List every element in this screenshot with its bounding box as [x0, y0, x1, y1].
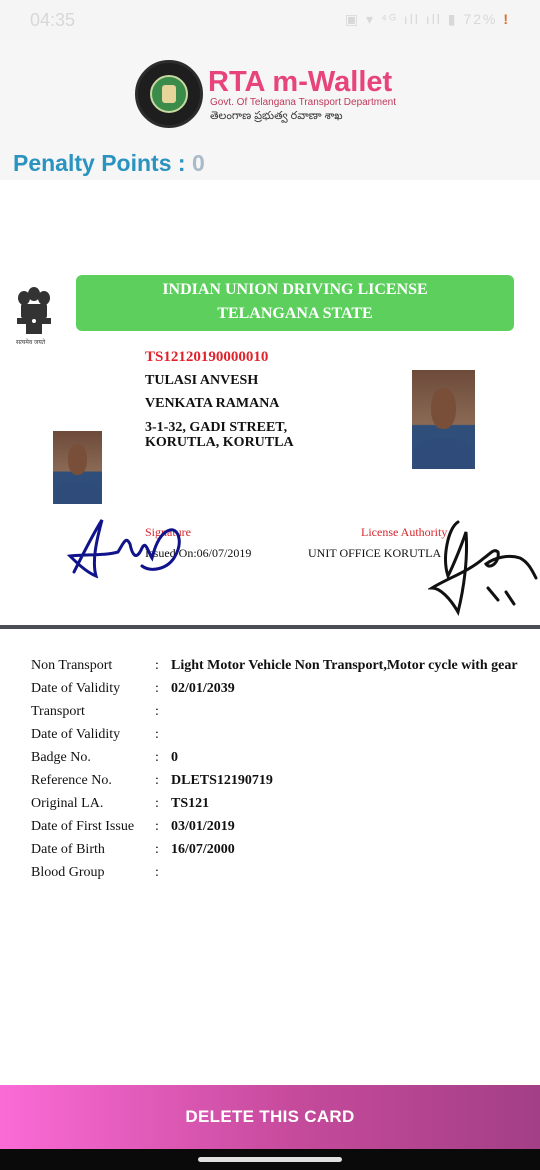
- banner-state: TELANGANA STATE: [217, 305, 373, 322]
- issuing-office: UNIT OFFICE KORUTLA: [308, 546, 442, 560]
- detail-label: Transport: [31, 704, 85, 719]
- card-divider: [0, 625, 540, 629]
- holder-signature: [66, 512, 188, 584]
- detail-row: [31, 750, 521, 766]
- detail-label: Date of Validity: [31, 727, 121, 742]
- status-icons: [345, 11, 510, 28]
- delete-card-button[interactable]: DELETE THIS CARD: [0, 1085, 540, 1149]
- detail-separator: :: [155, 819, 159, 834]
- detail-row: [31, 704, 521, 720]
- authority-signature: [428, 518, 540, 618]
- detail-row: [31, 727, 521, 743]
- alert-icon: !: [503, 11, 510, 27]
- license-number: TS12120190000010: [145, 349, 269, 365]
- detail-label: Badge No.: [31, 750, 91, 765]
- signature-label: Signature: [145, 525, 191, 539]
- detail-row: [31, 796, 521, 812]
- authority-label: License Authority: [361, 525, 448, 539]
- detail-label: Date of Validity: [31, 681, 121, 696]
- detail-label: Original LA.: [31, 796, 104, 811]
- status-bar: [0, 0, 540, 40]
- detail-separator: :: [155, 681, 159, 696]
- status-time: 04:35: [30, 10, 76, 30]
- home-gesture-handle[interactable]: [198, 1157, 342, 1162]
- detail-row: [31, 865, 521, 881]
- status-signal-icons: ▣ ▾ ⁴ᴳ ıll ıll ▮: [344, 11, 458, 27]
- detail-row: [31, 842, 521, 858]
- app-subtitle: Govt. Of Telangana Transport Department: [210, 97, 397, 108]
- detail-separator: :: [155, 727, 159, 742]
- holder-photo: [412, 370, 475, 469]
- app-header: [0, 40, 540, 180]
- detail-value: 03/01/2019: [171, 819, 235, 834]
- detail-label: Reference No.: [31, 773, 112, 788]
- app-subtitle-telugu: తెలంగాణ ప్రభుత్వ రవాణా శాఖ: [210, 110, 343, 122]
- penalty-points: [13, 150, 205, 177]
- detail-separator: :: [155, 704, 159, 719]
- rta-logo-icon: [135, 60, 203, 128]
- detail-value: TS121: [171, 796, 210, 811]
- detail-separator: :: [155, 773, 159, 788]
- driving-license-card: [0, 180, 540, 625]
- detail-label: Blood Group: [31, 865, 105, 880]
- father-name: VENKATA RAMANA: [145, 396, 280, 411]
- detail-row: [31, 773, 521, 789]
- detail-value: 16/07/2000: [171, 842, 235, 857]
- penalty-label: Penalty Points :: [13, 150, 186, 176]
- detail-value: Light Motor Vehicle Non Transport,Motor cycle with gear: [171, 658, 518, 673]
- penalty-value: 0: [191, 150, 205, 176]
- detail-row: [31, 819, 521, 835]
- license-banner: [76, 275, 514, 331]
- detail-label: Date of First Issue: [31, 819, 135, 834]
- address-line-1: 3-1-32, GADI STREET,: [145, 420, 288, 435]
- address-line-2: KORUTLA, KORUTLA: [145, 435, 294, 450]
- national-emblem-icon: [12, 280, 56, 340]
- app-name: RTA m-Wallet: [208, 66, 393, 98]
- holder-name: TULASI ANVESH: [145, 373, 259, 388]
- detail-row: [31, 658, 521, 674]
- system-nav-bar: [0, 1149, 540, 1170]
- battery-level: 72%: [463, 11, 498, 27]
- license-details: [31, 658, 521, 888]
- emblem-caption: सत्यमेव जयते: [16, 340, 46, 346]
- detail-separator: :: [155, 796, 159, 811]
- issued-date: Issued On:06/07/2019: [145, 546, 252, 560]
- detail-value: DLETS12190719: [171, 773, 273, 788]
- detail-label: Non Transport: [31, 658, 113, 673]
- detail-row: [31, 681, 521, 697]
- detail-value: 02/01/2039: [171, 681, 235, 696]
- detail-separator: :: [155, 658, 159, 673]
- banner-title: INDIAN UNION DRIVING LICENSE: [162, 281, 428, 298]
- detail-label: Date of Birth: [31, 842, 105, 857]
- detail-separator: :: [155, 842, 159, 857]
- holder-photo-small: [53, 431, 102, 504]
- detail-separator: :: [155, 750, 159, 765]
- detail-separator: :: [155, 865, 159, 880]
- detail-value: 0: [171, 750, 178, 765]
